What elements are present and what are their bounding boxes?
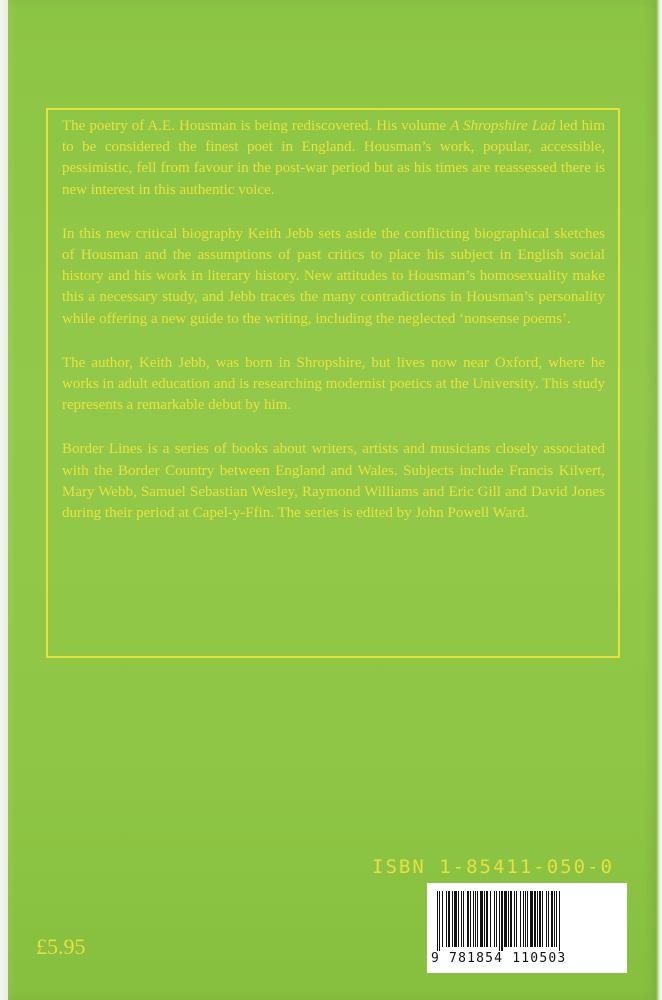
page-edge-left (0, 0, 8, 1000)
barcode-bar (461, 891, 462, 947)
barcode-bar (504, 891, 507, 947)
barcode-bar (530, 891, 533, 947)
book-title-reference: A Shropshire Lad (450, 118, 556, 134)
barcode-bar (437, 891, 438, 951)
barcode-bar (520, 891, 521, 947)
blurb-paragraph-2: In this new critical biography Keith Jebb sets aside the conflicting biographical sketches of Housman and the assumptions of past critics to place his subject in English social history and his work in literary history. New attitudes to Housman’s homosexuality make this a necessary study, and Jebb traces the many contradictions in Housman’s personality while offering a new guide to the writing, including the neglected ‘nonsense poems’. (62, 225, 605, 327)
barcode-bar (501, 891, 503, 951)
barcode-bar (446, 891, 447, 947)
barcode-bar (473, 891, 474, 947)
blurb-paragraph-3: The author, Keith Jebb, was born in Shropshire, but lives now near Oxford, where he works in adult education and is researching modernist poetics at the University. This study represents a remarkable debut by him. (62, 354, 605, 414)
price-label: £5.95 (36, 934, 86, 959)
barcode-bar (442, 891, 443, 947)
barcode-bar (480, 891, 483, 947)
barcode-bar (525, 891, 526, 947)
barcode-bar (523, 891, 524, 947)
barcode-bar (494, 891, 495, 947)
barcode-bar (508, 891, 509, 947)
blurb-text (62, 116, 605, 547)
barcode (427, 883, 627, 973)
barcode-bar (452, 891, 453, 947)
barcode-bar (484, 891, 485, 947)
barcode-bar (554, 891, 555, 947)
blurb-paragraph-4: Border Lines is a series of books about writers, artists and musicians closely associated with the Border Country between England and Wales. Subjects include Francis Kilvert, Mary Webb, Samuel Sebastian Wesley, Raymond Williams and Eric Gill and David Jones during their period at Capel-y-Ffin. The series is edited by John Powell Ward. (62, 441, 605, 522)
barcode-bar (475, 891, 476, 947)
barcode-bar (448, 891, 450, 947)
barcode-bar (463, 891, 464, 947)
barcode-bar (534, 891, 536, 947)
barcode-bar (486, 891, 488, 947)
barcode-bar (499, 891, 500, 951)
page-edge-right (656, 0, 662, 1000)
barcode-bars (437, 891, 617, 951)
barcode-bar (546, 891, 547, 947)
barcode-bar (556, 891, 557, 947)
barcode-bar (510, 891, 512, 947)
barcode-bar (496, 891, 497, 947)
barcode-bar (548, 891, 549, 947)
barcode-bar (470, 891, 471, 947)
barcode-bar (467, 891, 469, 947)
barcode-bar (490, 891, 491, 947)
barcode-bar (542, 891, 543, 947)
barcode-bar (551, 891, 553, 947)
barcode-bar (537, 891, 538, 947)
barcode-bar (514, 891, 515, 947)
barcode-bar (539, 891, 541, 947)
blurb-p1-start: The poetry of A.E. Housman is being rediscovered. His volume (62, 118, 447, 134)
blurb-paragraph-1 (62, 116, 605, 201)
barcode-bar (477, 891, 478, 947)
blurb-p1-end: led him to be considered the finest poet in England. Housman’s work, popular, accessible, pessimistic, fell from favour in the post-war period but as his times are reassessed there is new interest in this authentic voice. (62, 118, 605, 198)
barcode-bar (559, 891, 560, 951)
barcode-bar (516, 891, 517, 947)
barcode-bar (527, 891, 528, 947)
isbn-label: ISBN 1-85411-050-0 (372, 856, 614, 878)
barcode-number: 9 781854 110503 (431, 951, 567, 966)
barcode-bar (439, 891, 440, 951)
barcode-bar (458, 891, 459, 947)
barcode-bar (454, 891, 457, 947)
